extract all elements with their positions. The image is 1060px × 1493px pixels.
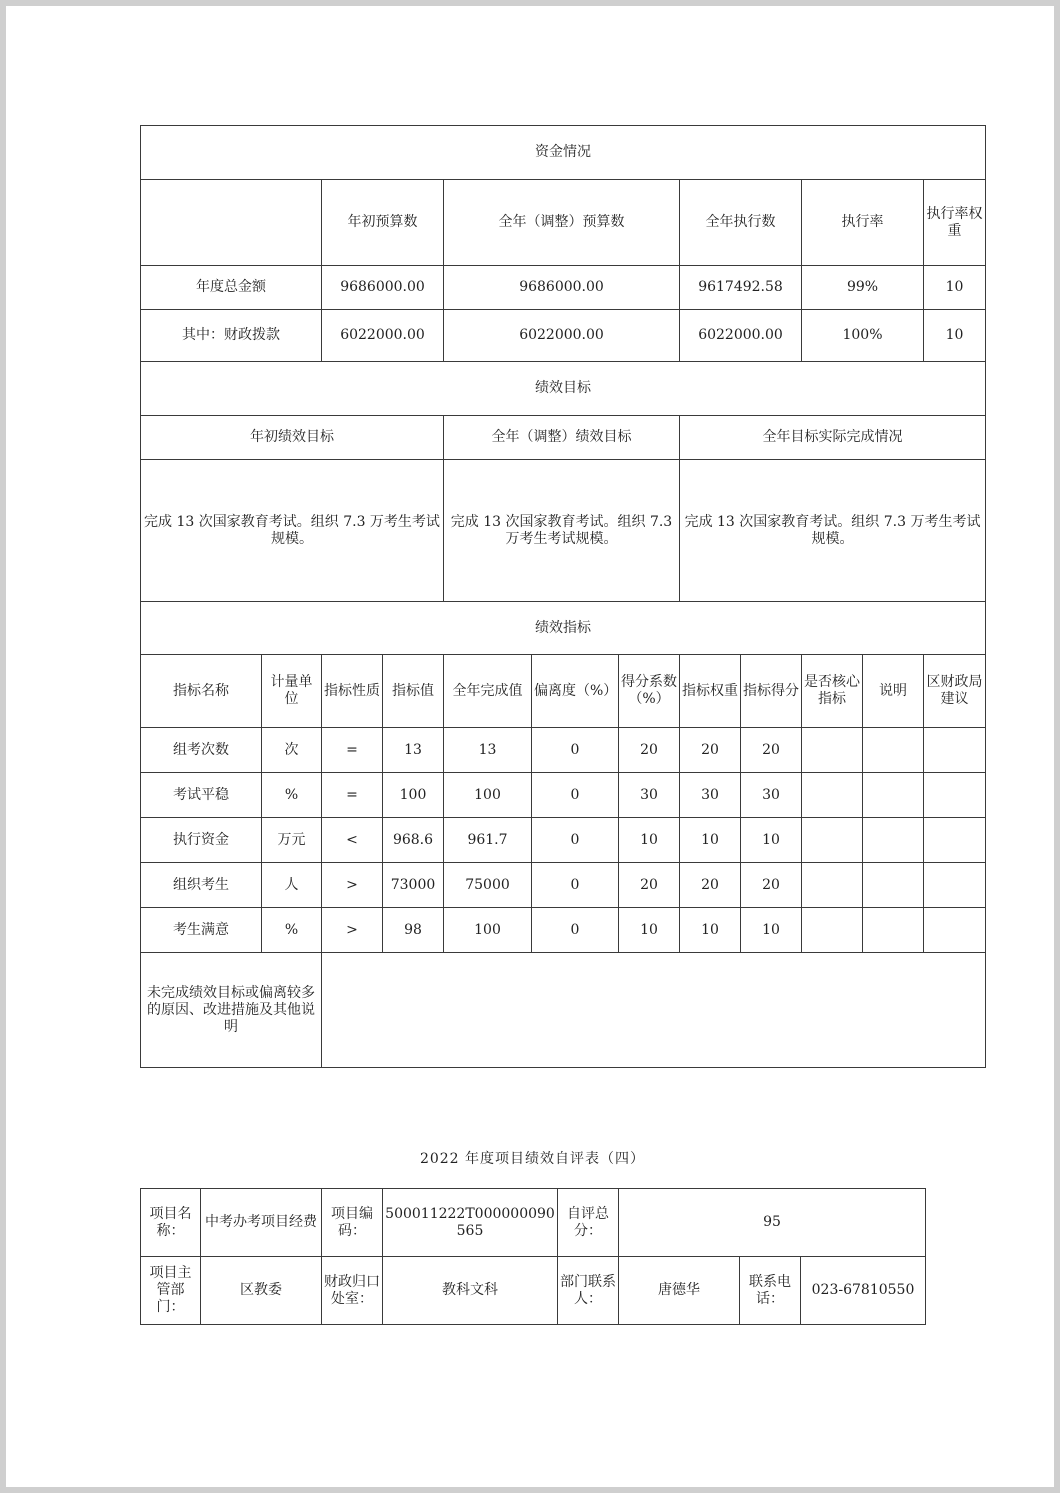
funds-header-row [141,180,986,266]
indicator-cell: 10 [741,818,802,863]
indicator-cell: 考生满意 [141,908,262,953]
indicators-header-row [141,655,986,728]
indicator-cell: 0 [532,863,619,908]
indicator-cell [802,863,863,908]
indicator-cell: = [322,728,383,773]
indicator-cell [863,863,924,908]
indicator-header: 指标名称 [141,655,262,728]
indicator-cell [802,818,863,863]
indicator-cell: 73000 [383,863,444,908]
indicator-cell: 万元 [262,818,322,863]
indicator-header: 计量单位 [262,655,322,728]
funds-cell: 其中：财政拨款 [141,310,322,362]
indicator-cell: 组织考生 [141,863,262,908]
indicator-cell: 人 [262,863,322,908]
indicator-cell: > [322,863,383,908]
project-name-label: 项目名称： [141,1189,201,1257]
indicator-cell: 20 [741,728,802,773]
indicator-cell [802,728,863,773]
contact-value: 唐德华 [619,1257,740,1325]
funds-header-empty [141,180,322,266]
funds-cell: 9617492.58 [680,266,802,310]
project-row [141,1257,926,1325]
funds-header: 全年执行数 [680,180,802,266]
indicator-cell: 10 [741,908,802,953]
dept-value: 区教委 [201,1257,322,1325]
indicator-row [141,818,986,863]
goal-actual: 完成 13 次国家教育考试。组织 7.3 万考生考试规模。 [680,460,986,602]
indicator-cell: 10 [680,908,741,953]
indicator-cell [924,728,986,773]
funds-cell: 99% [802,266,924,310]
indicator-cell [863,773,924,818]
indicator-cell: 次 [262,728,322,773]
funds-title: 资金情况 [141,126,986,180]
indicator-cell: < [322,818,383,863]
goals-header: 全年目标实际完成情况 [680,416,986,460]
funds-cell: 6022000.00 [444,310,680,362]
project-info-table [140,1188,926,1325]
indicator-cell [924,863,986,908]
funds-cell: 9686000.00 [444,266,680,310]
self-score-value: 95 [619,1189,926,1257]
indicator-cell [802,908,863,953]
indicator-cell: 968.6 [383,818,444,863]
indicator-cell: 961.7 [444,818,532,863]
indicator-cell: 30 [619,773,680,818]
evaluation-table [140,125,986,1068]
indicators-title: 绩效指标 [141,602,986,655]
project-code-label: 项目编码： [322,1189,383,1257]
notes-row [141,953,986,1068]
project-row [141,1189,926,1257]
indicator-cell: 20 [619,728,680,773]
funds-row [141,310,986,362]
funds-cell: 6022000.00 [680,310,802,362]
funds-cell: 10 [924,310,986,362]
indicator-header: 指标得分 [741,655,802,728]
indicator-header: 指标性质 [322,655,383,728]
indicator-cell: 执行资金 [141,818,262,863]
goals-row [141,460,986,602]
indicator-cell [863,728,924,773]
funds-cell: 6022000.00 [322,310,444,362]
funds-cell: 9686000.00 [322,266,444,310]
indicator-cell: 100 [444,773,532,818]
self-score-label: 自评总分： [558,1189,619,1257]
indicator-cell: 0 [532,728,619,773]
indicator-header: 全年完成值 [444,655,532,728]
office-label: 财政归口处室： [322,1257,383,1325]
indicator-row [141,728,986,773]
indicator-cell: 100 [444,908,532,953]
indicator-cell [863,908,924,953]
funds-header: 全年（调整）预算数 [444,180,680,266]
indicator-header: 得分系数（%） [619,655,680,728]
contact-label: 部门联系人： [558,1257,619,1325]
indicator-cell: 98 [383,908,444,953]
phone-value: 023-67810550 [801,1257,926,1325]
indicator-cell: 20 [680,863,741,908]
office-value: 教科文科 [383,1257,558,1325]
goal-adjusted: 完成 13 次国家教育考试。组织 7.3 万考生考试规模。 [444,460,680,602]
project-code-value: 500011222T000000090565 [383,1189,558,1257]
indicator-cell: 20 [619,863,680,908]
indicator-cell: 20 [741,863,802,908]
indicator-cell: = [322,773,383,818]
phone-label: 联系电话： [740,1257,801,1325]
indicator-header: 偏离度（%） [532,655,619,728]
funds-cell: 100% [802,310,924,362]
indicator-cell [863,818,924,863]
indicator-cell: 75000 [444,863,532,908]
indicator-header: 指标值 [383,655,444,728]
indicator-cell [924,908,986,953]
indicator-cell [802,773,863,818]
goals-header-row [141,416,986,460]
indicator-cell: 10 [619,908,680,953]
notes-label: 未完成绩效目标或偏离较多的原因、改进措施及其他说明 [141,953,322,1068]
goals-header: 年初绩效目标 [141,416,444,460]
indicator-cell: % [262,773,322,818]
indicator-cell: 30 [741,773,802,818]
funds-cell: 10 [924,266,986,310]
indicator-cell: 0 [532,818,619,863]
funds-cell: 年度总金额 [141,266,322,310]
goals-title: 绩效目标 [141,362,986,416]
indicator-cell: 13 [383,728,444,773]
funds-header: 执行率 [802,180,924,266]
indicator-cell: 组考次数 [141,728,262,773]
indicator-cell [924,818,986,863]
indicator-row [141,863,986,908]
notes-value [322,953,986,1068]
indicator-cell: 20 [680,728,741,773]
indicator-cell [924,773,986,818]
indicator-cell: 10 [680,818,741,863]
indicator-header: 指标权重 [680,655,741,728]
dept-label: 项目主管部门： [141,1257,201,1325]
indicator-cell: 考试平稳 [141,773,262,818]
indicator-cell: 13 [444,728,532,773]
goal-initial: 完成 13 次国家教育考试。组织 7.3 万考生考试规模。 [141,460,444,602]
indicator-header: 区财政局建议 [924,655,986,728]
indicator-cell: % [262,908,322,953]
indicator-header: 是否核心指标 [802,655,863,728]
project-name-value: 中考办考项目经费 [201,1189,322,1257]
goals-header: 全年（调整）绩效目标 [444,416,680,460]
indicator-cell: > [322,908,383,953]
indicator-row [141,908,986,953]
indicator-cell: 0 [532,908,619,953]
funds-header: 年初预算数 [322,180,444,266]
indicator-cell: 0 [532,773,619,818]
next-table-title: 2022 年度项目绩效自评表（四） [419,1151,646,1167]
indicator-cell: 10 [619,818,680,863]
indicator-header: 说明 [863,655,924,728]
indicator-row [141,773,986,818]
indicator-cell: 100 [383,773,444,818]
funds-header: 执行率权重 [924,180,986,266]
indicator-cell: 30 [680,773,741,818]
funds-row [141,266,986,310]
